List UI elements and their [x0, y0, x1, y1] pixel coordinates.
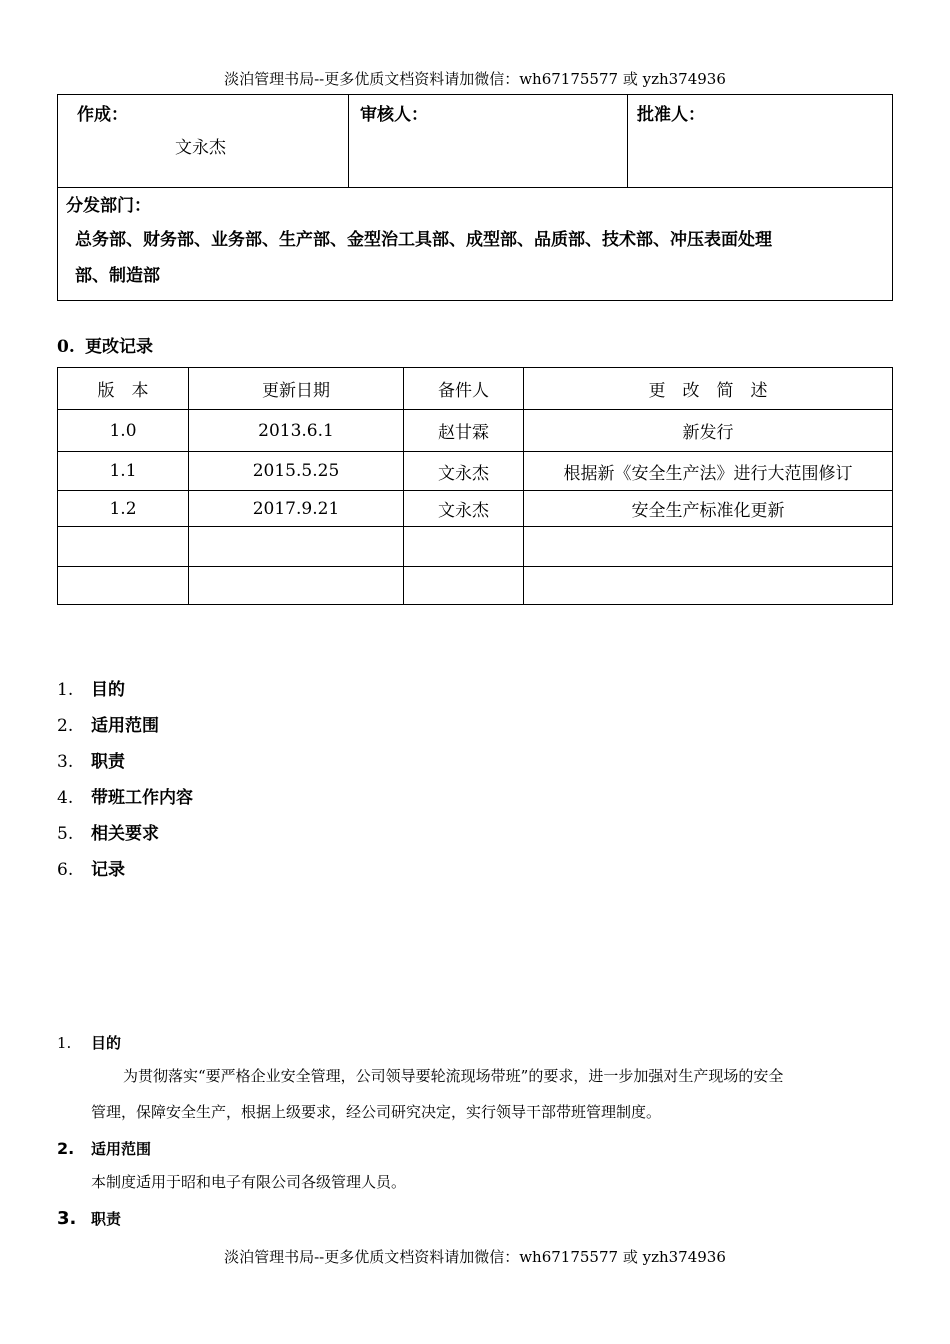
cell-summary: 新发行 [524, 410, 893, 452]
toc-num: 6. [57, 860, 74, 880]
section-title: 职责 [91, 1210, 122, 1228]
distribution-line-2: 部、制造部 [75, 266, 160, 286]
toc-num: 1. [57, 680, 74, 700]
cell-person [404, 567, 524, 605]
revision-heading-num: 0. [57, 337, 75, 357]
toc-title: 记录 [91, 860, 125, 880]
revision-header-row [58, 368, 893, 410]
cell-summary: 根据新《安全生产法》进行大范围修订 [524, 452, 893, 491]
section-num: 1. [57, 1034, 72, 1052]
toc-title: 相关要求 [91, 824, 159, 844]
toc-title: 目的 [91, 680, 125, 700]
list-item [57, 677, 193, 713]
table-row [58, 452, 893, 491]
table-row [58, 567, 893, 605]
section-purpose [57, 1030, 897, 1130]
col-summary: 更 改 简 述 [524, 368, 893, 410]
col-date: 更新日期 [189, 368, 404, 410]
table-of-contents [57, 677, 193, 893]
cell-person [404, 527, 524, 567]
cell-version: 1.1 [58, 452, 189, 491]
revision-heading-title: 更改记录 [85, 337, 153, 357]
toc-title: 带班工作内容 [91, 788, 193, 808]
table-row [58, 491, 893, 527]
cell-person: 赵甘霖 [404, 410, 524, 452]
cell-summary [524, 567, 893, 605]
cell-person: 文永杰 [404, 491, 524, 527]
list-item [57, 713, 193, 749]
cell-summary [524, 527, 893, 567]
author-cell [58, 95, 349, 188]
purpose-paragraph-line-2: 管理，保障安全生产，根据上级要求，经公司研究决定，实行领导干部带班管理制度。 [91, 1103, 662, 1121]
cell-date: 2017.9.21 [189, 491, 404, 527]
signature-table [57, 94, 893, 301]
section-title: 适用范围 [91, 1140, 152, 1158]
section-heading [57, 1030, 897, 1056]
cell-version: 1.2 [58, 491, 189, 527]
distribution-cell [58, 188, 893, 301]
scope-paragraph: 本制度适用于昭和电子有限公司各级管理人员。 [91, 1173, 407, 1191]
revision-heading [57, 332, 153, 357]
distribution-label: 分发部门： [66, 196, 151, 216]
page-footer-text: 淡泊管理书局--更多优质文档资料请加微信：wh67175577 或 yzh374936 [224, 1248, 726, 1266]
toc-title: 职责 [91, 752, 125, 772]
approver-label: 批准人： [637, 105, 705, 125]
section-heading [57, 1206, 897, 1232]
author-label: 作成： [77, 105, 128, 125]
cell-summary: 安全生产标准化更新 [524, 491, 893, 527]
section-title: 目的 [91, 1034, 122, 1052]
toc-num: 4. [57, 788, 74, 808]
cell-date: 2013.6.1 [189, 410, 404, 452]
col-person: 备件人 [404, 368, 524, 410]
revision-table [57, 367, 893, 605]
cell-date: 2015.5.25 [189, 452, 404, 491]
list-item [57, 785, 193, 821]
distribution-line-1: 总务部、财务部、业务部、生产部、金型治工具部、成型部、品质部、技术部、冲压表面处理 [75, 230, 772, 250]
section-duties [57, 1206, 897, 1232]
purpose-paragraph-line-1: 为贯彻落实“要严格企业安全管理，公司领导要轮流现场带班”的要求，进一步加强对生产现场的安全 [123, 1067, 784, 1085]
table-row [58, 410, 893, 452]
cell-version [58, 527, 189, 567]
list-item [57, 857, 193, 893]
cell-version: 1.0 [58, 410, 189, 452]
cell-version [58, 567, 189, 605]
approver-cell [628, 95, 893, 188]
table-row [58, 527, 893, 567]
cell-person: 文永杰 [404, 452, 524, 491]
list-item [57, 749, 193, 785]
cell-date [189, 527, 404, 567]
section-num: 2. [57, 1139, 75, 1158]
section-num: 3. [57, 1208, 77, 1229]
toc-num: 5. [57, 824, 74, 844]
toc-title: 适用范围 [91, 716, 159, 736]
col-version: 版 本 [58, 368, 189, 410]
list-item [57, 821, 193, 857]
section-heading [57, 1136, 897, 1162]
cell-date [189, 567, 404, 605]
toc-num: 2. [57, 716, 74, 736]
reviewer-cell [349, 95, 628, 188]
author-name: 文永杰 [175, 138, 226, 158]
toc-num: 3. [57, 752, 74, 772]
section-scope [57, 1136, 897, 1200]
reviewer-label: 审核人： [360, 105, 428, 125]
page-header-text: 淡泊管理书局--更多优质文档资料请加微信：wh67175577 或 yzh374936 [224, 70, 726, 88]
